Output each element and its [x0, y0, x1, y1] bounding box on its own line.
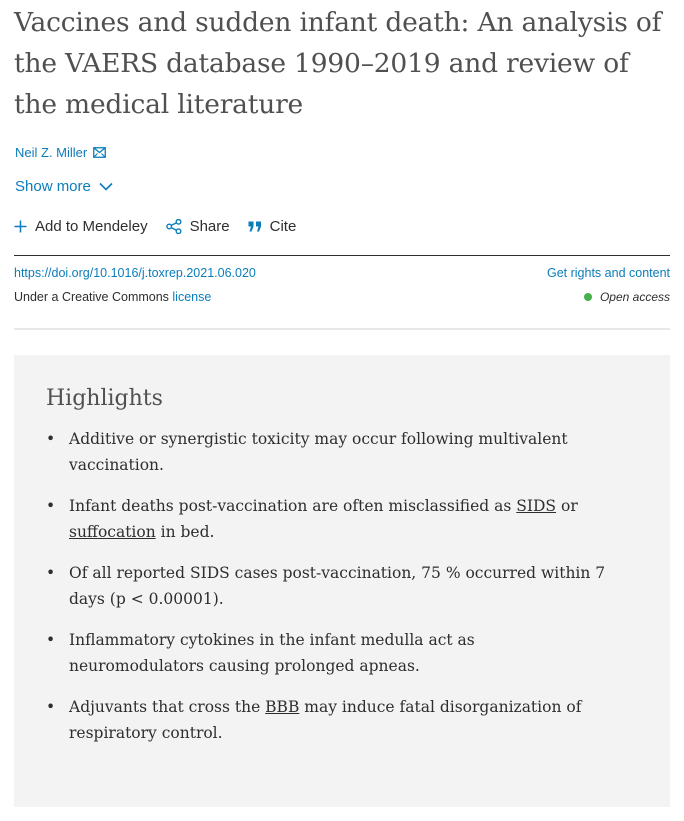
- bullet-icon: •: [46, 564, 56, 582]
- doi-link[interactable]: https://doi.org/10.1016/j.toxrep.2021.06.020: [14, 266, 256, 280]
- highlight-text: or: [556, 497, 578, 515]
- cite-label: Cite: [269, 217, 297, 235]
- highlight-item: [46, 694, 606, 746]
- sids-link[interactable]: SIDS: [516, 497, 557, 515]
- highlight-item: [46, 560, 606, 612]
- suffocation-link[interactable]: suffocation: [69, 523, 156, 541]
- bbb-link[interactable]: BBB: [265, 698, 300, 716]
- license-prefix: Under a Creative Commons: [14, 290, 169, 304]
- share-icon: [166, 219, 182, 234]
- article-title: Vaccines and sudden infant death: An analysis of the VAERS database 1990–2019 and review of the medical literature: [14, 7, 662, 120]
- bullet-icon: •: [46, 430, 56, 448]
- mail-icon[interactable]: [93, 147, 106, 158]
- highlight-text: Adjuvants that cross the: [69, 698, 266, 716]
- highlight-item: [46, 627, 606, 679]
- highlight-text: Inflammatory cytokines in the infant medulla act as neuromodulators causing prolonged apneas.: [69, 631, 475, 675]
- plus-icon: [14, 220, 27, 233]
- bullet-icon: •: [46, 631, 56, 649]
- highlights-box: [14, 355, 670, 807]
- bullet-icon: •: [46, 698, 56, 716]
- highlight-text: in bed.: [155, 523, 215, 541]
- open-access-label: Open access: [599, 290, 670, 304]
- cite-button[interactable]: [248, 218, 297, 235]
- author-row: [15, 143, 106, 161]
- highlight-text: Additive or synergistic toxicity may occur following multivalent vaccination.: [69, 430, 568, 474]
- get-rights-link[interactable]: Get rights and content: [547, 266, 670, 280]
- license-text: [14, 290, 211, 304]
- share-label: Share: [189, 217, 230, 235]
- license-link[interactable]: license: [172, 290, 212, 304]
- chevron-down-icon: [99, 182, 113, 191]
- section-divider: [14, 328, 670, 330]
- highlight-item: [46, 493, 606, 545]
- highlight-item: [46, 426, 606, 478]
- article-actions: [14, 215, 314, 237]
- open-access-dot-icon: [584, 293, 592, 301]
- open-access-badge: [584, 290, 670, 304]
- bullet-icon: •: [46, 497, 56, 515]
- share-button[interactable]: [166, 218, 230, 235]
- highlights-list: [46, 426, 606, 761]
- add-to-mendeley-label: Add to Mendeley: [35, 217, 148, 235]
- quote-icon: [248, 221, 262, 232]
- author-name-link[interactable]: Neil Z. Miller: [15, 144, 88, 160]
- show-more-label: Show more: [15, 177, 91, 195]
- highlight-text: may induce fatal disorganization of respiratory control.: [69, 698, 582, 742]
- add-to-mendeley-button[interactable]: [14, 218, 148, 235]
- highlight-text: Infant deaths post-vaccination are often misclassified as: [69, 497, 517, 515]
- highlight-text: Of all reported SIDS cases post-vaccination, 75 % occurred within 7 days (p < 0.00001).: [69, 564, 606, 608]
- show-more-button[interactable]: [15, 176, 113, 196]
- divider: [14, 255, 670, 256]
- highlights-heading: Highlights: [46, 386, 163, 411]
